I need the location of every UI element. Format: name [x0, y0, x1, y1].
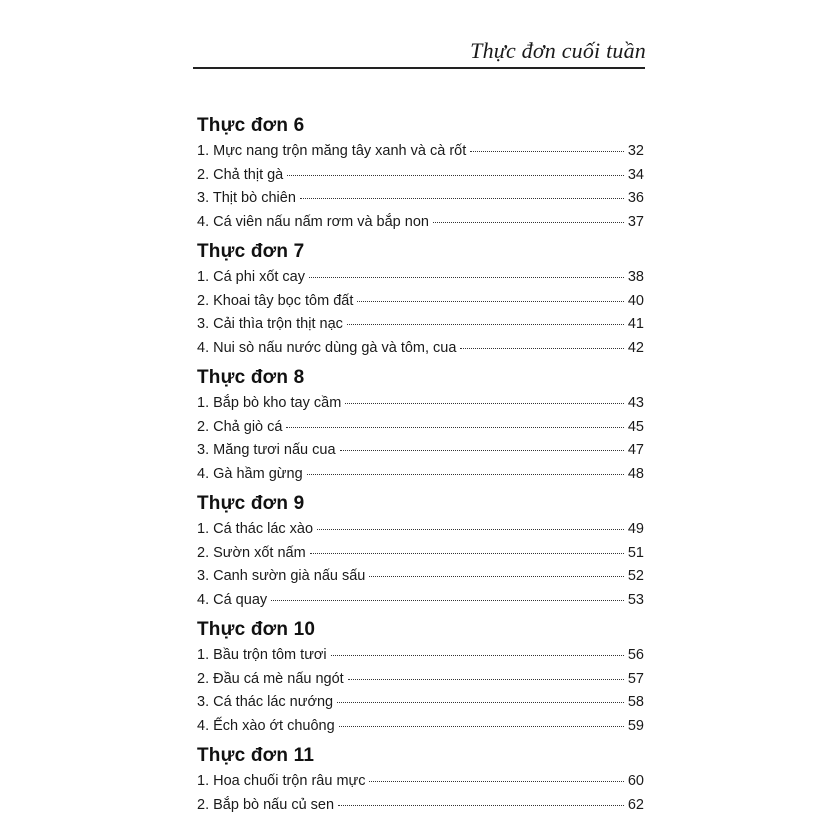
entry-page: 42 — [627, 339, 644, 356]
entry-label: 2. Khoai tây bọc tôm đất — [197, 292, 354, 309]
dot-leader — [339, 725, 624, 727]
toc-entry[interactable] — [197, 266, 644, 290]
entry-label: 3. Cải thìa trộn thịt nạc — [197, 316, 343, 332]
dot-leader — [309, 276, 624, 278]
toc-entry[interactable] — [197, 337, 644, 361]
dot-leader — [307, 473, 624, 475]
dot-leader — [317, 528, 624, 530]
dot-leader — [369, 780, 623, 782]
entry-label: 1. Hoa chuối trộn râu mực — [197, 773, 366, 789]
entry-page: 59 — [627, 717, 644, 734]
entry-label: 1. Mực nang trộn măng tây xanh và cà rốt — [197, 143, 467, 159]
dot-leader — [347, 323, 624, 325]
toc-entry[interactable] — [197, 518, 644, 542]
toc-section — [197, 363, 644, 486]
entry-page: 37 — [627, 213, 644, 230]
entry-label: 1. Bắp bò kho tay cầm — [197, 395, 342, 411]
dot-leader — [433, 221, 624, 223]
header-rule — [193, 67, 645, 69]
toc-entry[interactable] — [197, 290, 644, 314]
toc-entry[interactable] — [197, 644, 644, 668]
entry-page: 40 — [627, 292, 644, 309]
entry-page: 47 — [627, 442, 644, 458]
entry-page: 43 — [627, 395, 644, 411]
toc-entry[interactable] — [197, 668, 644, 692]
section-title: Thực đơn 8 — [197, 367, 305, 388]
entry-page: 51 — [627, 544, 644, 561]
toc-section — [197, 111, 644, 234]
entry-page: 62 — [627, 796, 644, 813]
entry-page: 52 — [627, 568, 644, 584]
table-of-contents — [197, 108, 644, 817]
toc-entry[interactable] — [197, 211, 644, 235]
dot-leader — [337, 701, 624, 703]
entry-label: 1. Bầu trộn tôm tươi — [197, 647, 327, 663]
toc-entry[interactable] — [197, 140, 644, 164]
entry-page: 53 — [627, 591, 644, 608]
entry-label: 4. Ếch xào ớt chuông — [197, 717, 335, 734]
entry-label: 2. Đầu cá mè nấu ngót — [197, 670, 344, 687]
entry-page: 49 — [627, 521, 644, 537]
toc-entry[interactable] — [197, 794, 644, 818]
toc-entry[interactable] — [197, 715, 644, 739]
entry-label: 3. Thịt bò chiên — [197, 190, 296, 206]
entry-page: 60 — [627, 773, 644, 789]
dot-leader — [340, 449, 624, 451]
entry-label: 1. Cá phi xốt cay — [197, 269, 305, 285]
running-title: Thực đơn cuối tuần — [470, 38, 646, 63]
entry-label: 3. Măng tươi nấu cua — [197, 442, 336, 458]
entry-page: 56 — [627, 647, 644, 663]
toc-entry[interactable] — [197, 416, 644, 440]
toc-entry[interactable] — [197, 589, 644, 613]
entry-label: 4. Gà hầm gừng — [197, 465, 303, 482]
dot-leader — [470, 150, 624, 152]
entry-label: 4. Cá viên nấu nấm rơm và bắp non — [197, 213, 429, 230]
entry-page: 36 — [627, 190, 644, 206]
entry-label: 2. Sườn xốt nấm — [197, 544, 306, 561]
dot-leader — [345, 402, 624, 404]
entry-page: 48 — [627, 465, 644, 482]
dot-leader — [331, 654, 624, 656]
entry-label: 1. Cá thác lác xào — [197, 521, 314, 537]
entry-label: 2. Chả thịt gà — [197, 166, 284, 183]
dot-leader — [338, 804, 624, 806]
dot-leader — [348, 678, 624, 680]
toc-entry[interactable] — [197, 463, 644, 487]
toc-section — [197, 489, 644, 612]
dot-leader — [357, 300, 623, 302]
dot-leader — [369, 575, 624, 577]
toc-section — [197, 741, 644, 817]
dot-leader — [286, 426, 623, 428]
entry-label: 3. Canh sườn già nấu sấu — [197, 568, 366, 584]
entry-page: 57 — [627, 670, 644, 687]
entry-label: 2. Bắp bò nấu củ sen — [197, 796, 335, 813]
entry-page: 32 — [627, 143, 644, 159]
section-title: Thực đơn 11 — [197, 745, 315, 766]
entry-page: 58 — [627, 694, 644, 710]
entry-page: 41 — [627, 316, 644, 332]
entry-label: 2. Chả giò cá — [197, 418, 283, 435]
toc-entry[interactable] — [197, 392, 644, 416]
entry-page: 45 — [627, 418, 644, 435]
toc-entry[interactable] — [197, 313, 644, 337]
toc-entry[interactable] — [197, 565, 644, 589]
entry-page: 34 — [627, 166, 644, 183]
toc-section — [197, 237, 644, 360]
entry-page: 38 — [627, 269, 644, 285]
toc-entry[interactable] — [197, 542, 644, 566]
entry-label: 3. Cá thác lác nướng — [197, 694, 334, 710]
entry-label: 4. Cá quay — [197, 591, 268, 608]
section-title: Thực đơn 7 — [197, 241, 305, 262]
dot-leader — [310, 552, 624, 554]
toc-entry[interactable] — [197, 691, 644, 715]
toc-entry[interactable] — [197, 187, 644, 211]
section-title: Thực đơn 9 — [197, 493, 305, 514]
section-title: Thực đơn 10 — [197, 619, 316, 640]
dot-leader — [460, 347, 623, 349]
dot-leader — [287, 174, 624, 176]
dot-leader — [271, 599, 624, 601]
section-title: Thực đơn 6 — [197, 115, 305, 136]
entry-label: 4. Nui sò nấu nước dùng gà và tôm, cua — [197, 339, 457, 356]
dot-leader — [300, 197, 624, 199]
toc-entry[interactable] — [197, 439, 644, 463]
toc-entry[interactable] — [197, 164, 644, 188]
toc-section — [197, 615, 644, 738]
toc-entry[interactable] — [197, 770, 644, 794]
